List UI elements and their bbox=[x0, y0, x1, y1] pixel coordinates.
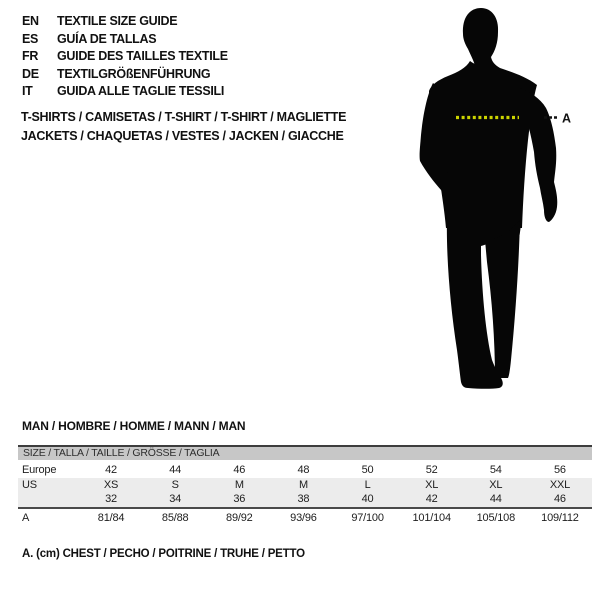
language-row-it bbox=[22, 83, 228, 101]
man-silhouette-figure bbox=[410, 0, 580, 400]
language-label: GUÍA DE TALLAS bbox=[57, 31, 157, 46]
size-cell: 56 bbox=[554, 464, 566, 476]
table-row-us bbox=[18, 478, 592, 493]
size-cell: 46 bbox=[554, 493, 566, 505]
size-cell: 40 bbox=[361, 493, 374, 505]
size-cell: 42 bbox=[425, 493, 438, 505]
language-label: GUIDA ALLE TAGLIE TESSILI bbox=[57, 84, 225, 98]
language-row-es bbox=[22, 31, 228, 49]
size-cell: 89/92 bbox=[226, 512, 253, 524]
category-line-jackets: JACKETS / CHAQUETAS / VESTES / JACKEN / GIACCHE bbox=[21, 129, 344, 143]
row-label: Europe bbox=[22, 464, 57, 476]
size-cell: 44 bbox=[169, 464, 182, 476]
table-header: SIZE / TALLA / TAILLE / GRÖSSE / TAGLIA bbox=[18, 447, 592, 461]
language-code: IT bbox=[22, 84, 33, 98]
size-cell: L bbox=[364, 479, 371, 491]
size-cell: 97/100 bbox=[351, 512, 384, 524]
size-cell: M bbox=[234, 479, 244, 491]
size-cell: 50 bbox=[361, 464, 374, 476]
size-cell: 36 bbox=[233, 493, 246, 505]
category-line-tshirts: T-SHIRTS / CAMISETAS / T-SHIRT / T-SHIRT / MAGLIETTE bbox=[21, 110, 347, 124]
footnote-chest-legend: A. (cm) CHEST / PECHO / POITRINE / TRUHE / PETTO bbox=[22, 548, 305, 560]
man-silhouette-svg bbox=[410, 0, 580, 400]
size-cell: M bbox=[298, 479, 308, 491]
silhouette-shapes bbox=[420, 8, 558, 389]
size-cell: XS bbox=[103, 479, 119, 491]
size-cell: 105/108 bbox=[476, 512, 515, 524]
measure-label-a: A bbox=[562, 111, 572, 126]
table-row-numeric bbox=[18, 493, 592, 507]
silhouette-head bbox=[463, 8, 498, 70]
size-cell: 42 bbox=[105, 464, 117, 476]
language-label: GUIDE DES TAILLES TEXTILE bbox=[57, 49, 228, 63]
language-label: TEXTILGRÖßENFÜHRUNG bbox=[57, 66, 211, 81]
size-cell: 54 bbox=[489, 464, 502, 476]
category-heading bbox=[21, 108, 346, 146]
size-cell: 44 bbox=[489, 493, 502, 505]
size-cell: 48 bbox=[297, 464, 310, 476]
size-cell: XL bbox=[489, 479, 503, 491]
language-code: EN bbox=[22, 14, 39, 28]
row-label bbox=[18, 493, 79, 507]
language-code: FR bbox=[22, 49, 39, 63]
language-code: ES bbox=[22, 31, 39, 46]
table-gray-band bbox=[18, 478, 592, 507]
size-cell: XL bbox=[425, 479, 439, 491]
size-cell: 109/112 bbox=[541, 512, 579, 524]
size-cell: 38 bbox=[297, 493, 310, 505]
size-cell: 46 bbox=[233, 464, 246, 476]
language-code: DE bbox=[22, 66, 39, 81]
language-row-en bbox=[22, 13, 228, 31]
size-cell: 93/96 bbox=[290, 512, 317, 524]
size-cell: 32 bbox=[105, 493, 117, 505]
size-cell: S bbox=[171, 479, 179, 491]
size-cell: 34 bbox=[169, 493, 182, 505]
size-cell: 81/84 bbox=[97, 512, 125, 524]
section-title-man: MAN / HOMBRE / HOMME / MANN / MAN bbox=[22, 419, 246, 433]
table-row-chest-a bbox=[18, 507, 592, 526]
row-label: US bbox=[22, 479, 37, 491]
table-row-europe bbox=[18, 461, 592, 478]
size-cell: 85/88 bbox=[161, 512, 189, 524]
size-cell: 101/104 bbox=[412, 512, 451, 524]
language-row-fr bbox=[22, 48, 228, 66]
language-label: TEXTILE SIZE GUIDE bbox=[57, 14, 178, 28]
size-table bbox=[18, 445, 592, 526]
row-label: A bbox=[22, 512, 30, 524]
language-list bbox=[22, 13, 228, 101]
language-row-de bbox=[22, 66, 228, 84]
size-cell: XXL bbox=[549, 479, 571, 491]
size-cell: 52 bbox=[425, 464, 438, 476]
